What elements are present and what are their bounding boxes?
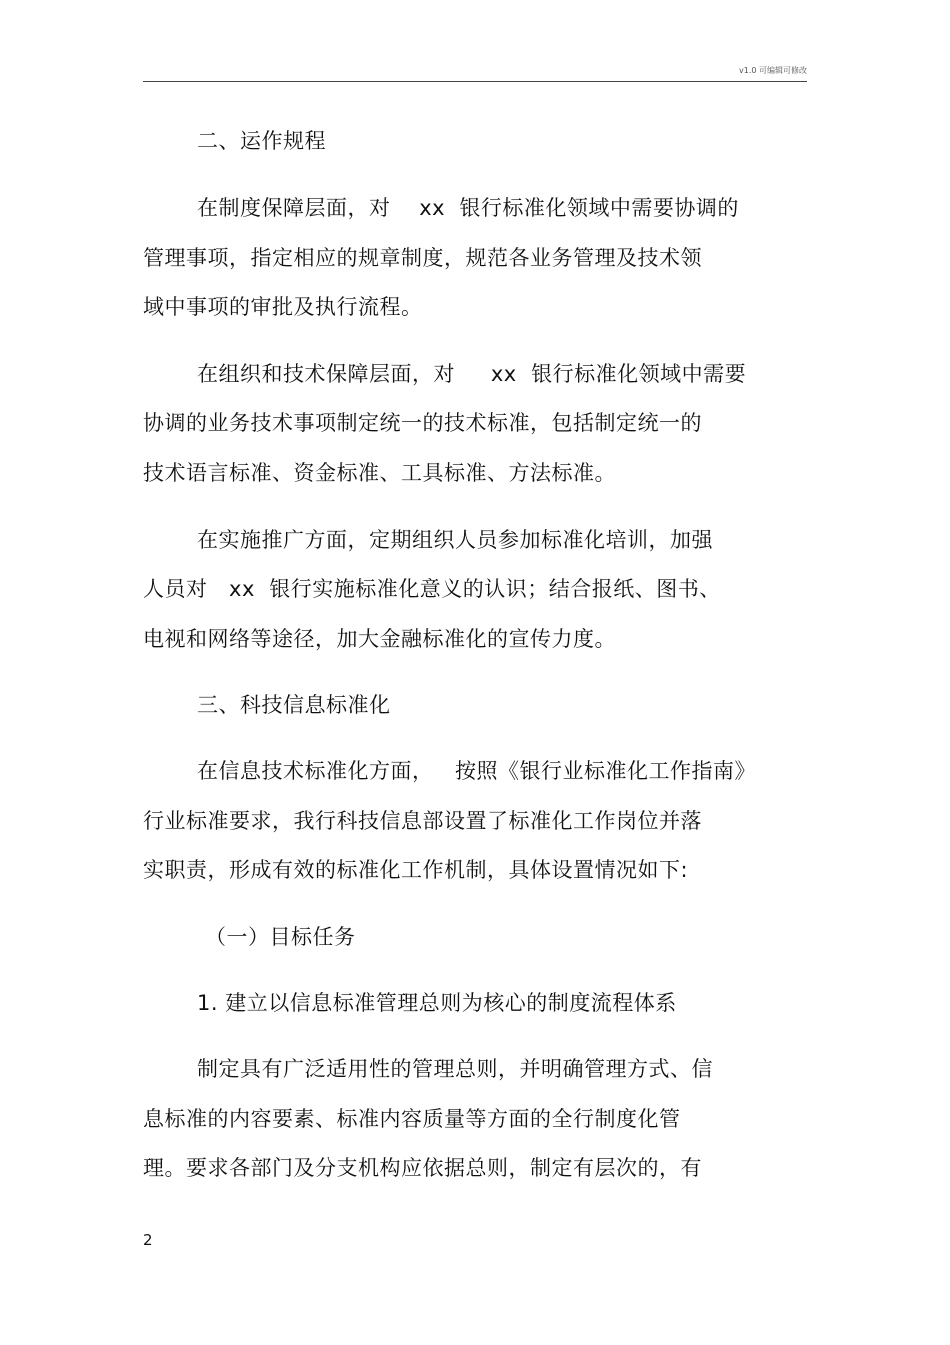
paragraph-line: 管理事项，指定相应的规章制度，规范各业务管理及技术领 [143,246,702,270]
section-heading-tech-standardization: 三、科技信息标准化 [197,693,391,717]
header-version-label: v1.0 可编辑可修改 [739,66,807,75]
paragraph-line: 息标准的内容要素、标准内容质量等方面的全行制度化管 [143,1107,681,1131]
paragraph-line: 制定具有广泛适用性的管理总则，并明确管理方式、信 [197,1057,713,1081]
paragraph-line: 电视和网络等途径，加大金融标准化的宣传力度。 [143,627,616,651]
list-item-heading: 1. 建立以信息标准管理总则为核心的制度流程体系 [197,991,677,1015]
header-divider [143,81,807,82]
paragraph-line: 在实施推广方面，定期组织人员参加标准化培训，加强 [197,528,713,552]
paragraph-line: 理。要求各部门及分支机构应依据总则，制定有层次的，有 [143,1156,702,1180]
paragraph-line: 在信息技术标准化方面， 按照《银行业标准化工作指南》 [197,759,757,783]
section-heading-operation: 二、运作规程 [197,129,326,153]
paragraph-line: 实职责，形成有效的标准化工作机制，具体设置情况如下: [143,858,689,882]
paragraph-line: 域中事项的审批及执行流程。 [143,295,423,319]
paragraph-line: 在组织和技术保障层面，对 xx 银行标准化领域中需要 [197,362,747,386]
paragraph-line: 行业标准要求，我行科技信息部设置了标准化工作岗位并落 [143,809,702,833]
subsection-heading-goals: （一）目标任务 [205,925,356,949]
paragraph-line: 协调的业务技术事项制定统一的技术标准，包括制定统一的 [143,411,702,435]
paragraph-line: 技术语言标准、资金标准、工具标准、方法标准。 [143,461,616,485]
page-number: 2 [143,1231,153,1249]
paragraph-line: 人员对 xx 银行实施标准化意义的认识；结合报纸、图书、 [143,577,721,601]
paragraph-line: 在制度保障层面，对 xx 银行标准化领域中需要协调的 [197,196,739,220]
